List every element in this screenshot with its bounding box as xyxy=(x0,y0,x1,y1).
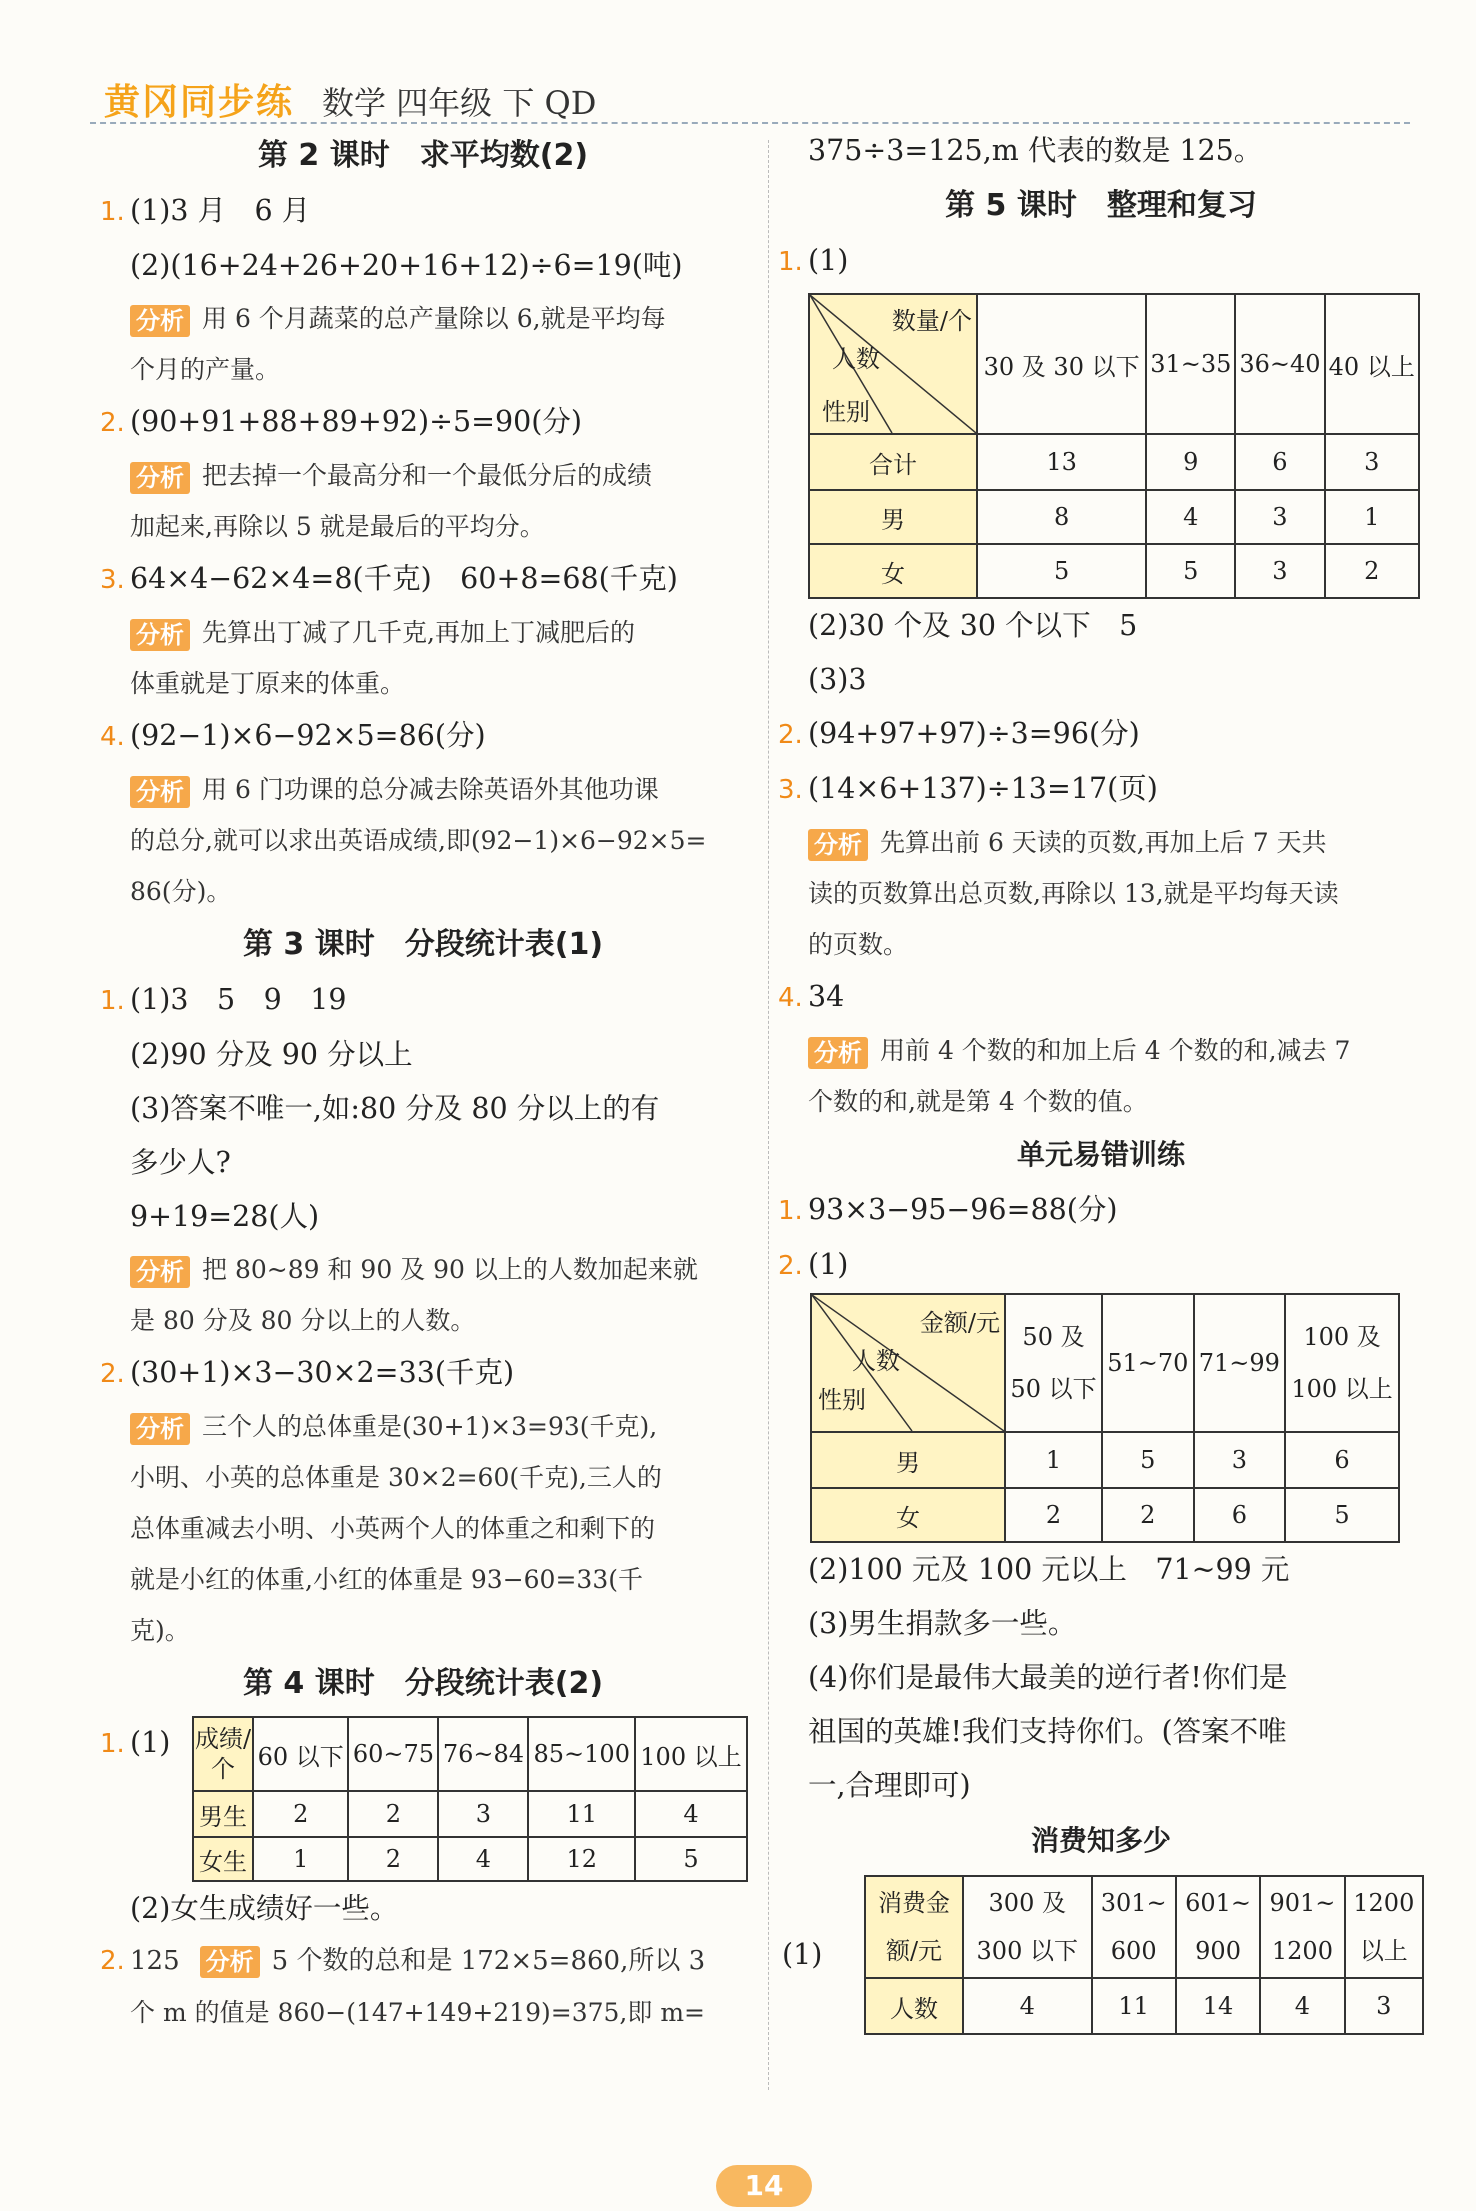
answer-line: 1. 93×3−95−96=88(分) xyxy=(778,1193,1118,1226)
answer-line: (2)30 个及 30 个以下 5 xyxy=(808,609,1138,642)
question-with-table xyxy=(776,1875,1426,2035)
table-cell: 5 xyxy=(1102,1432,1194,1488)
answer-line: (2)90 分及 90 分以上 xyxy=(130,1038,413,1071)
row-label: 人数 xyxy=(865,1978,963,2034)
table-header: 60 以下 xyxy=(253,1717,348,1791)
answer-line: 2. (1) xyxy=(778,1248,849,1281)
analysis-block: 分析 用前 4 个数的和加上后 4 个数的和,减去 7 xyxy=(776,1025,1426,1076)
analysis-line: 体重就是丁原来的体重。 xyxy=(130,669,406,698)
table-header: 30 及 30 以下 xyxy=(977,294,1146,434)
table-cell: 4 xyxy=(438,1837,528,1881)
answer-line: 多少人? xyxy=(130,1146,231,1179)
answer-line: 4. (92−1)×6−92×5=86(分) xyxy=(100,719,486,752)
answer-line: 3. (14×6+137)÷13=17(页) xyxy=(778,772,1158,805)
answer-line: 1. (1)3 月 6 月 xyxy=(100,194,311,227)
answer-line: 一,合理即可) xyxy=(808,1769,971,1802)
answer-line: (4)你们是最伟大最美的逆行者!你们是 xyxy=(808,1661,1288,1694)
table-cell: 2 xyxy=(1325,544,1420,598)
table-header: 300 及 300 以下 xyxy=(963,1876,1092,1978)
analysis-tag: 分析 xyxy=(130,305,190,337)
analysis-line: 就是小红的体重,小红的体重是 93−60=33(千 xyxy=(130,1565,643,1594)
analysis-line: 的总分,就可以求出英语成绩,即(92−1)×6−92×5= xyxy=(130,826,707,855)
answer-line: (1) xyxy=(782,1938,823,1971)
table-cell: 4 xyxy=(1146,490,1235,544)
table-cell: 5 xyxy=(1285,1488,1399,1542)
left-column xyxy=(98,128,748,2038)
table-header: 71~99 xyxy=(1194,1294,1286,1432)
analysis-line: 总体重减去小明、小英两个人的体重之和剩下的 xyxy=(130,1514,656,1543)
table-corner-diagonal xyxy=(809,294,977,434)
answer-line: (3)答案不唯一,如:80 分及 80 分以上的有 xyxy=(130,1092,660,1125)
analysis-line: 加起来,再除以 5 就是最后的平均分。 xyxy=(130,512,545,541)
page-header xyxy=(90,68,1410,124)
analysis-line: 个数的和,就是第 4 个数的值。 xyxy=(808,1087,1148,1116)
answer-line: 1. (1) xyxy=(100,1726,171,1759)
corner-label-top: 数量/个 xyxy=(891,307,972,335)
analysis-line: 的页数。 xyxy=(808,930,909,959)
table-header: 51~70 xyxy=(1102,1294,1194,1432)
table-header: 31~35 xyxy=(1146,294,1235,434)
table-cell: 6 xyxy=(1285,1432,1399,1488)
table-header: 301~ 600 xyxy=(1092,1876,1176,1978)
table-cell: 5 xyxy=(977,544,1146,598)
row-label: 男 xyxy=(809,490,977,544)
table-cell: 8 xyxy=(977,490,1146,544)
table-cell: 3 xyxy=(1235,544,1324,598)
row-label: 女 xyxy=(811,1488,1005,1542)
section-title-lesson-3: 第 3 课时 分段统计表(1) xyxy=(242,927,604,962)
corner-label-top: 金额/元 xyxy=(919,1309,1000,1337)
table-cell: 3 xyxy=(1194,1432,1286,1488)
section-title-lesson-2: 第 2 课时 求平均数(2) xyxy=(257,138,589,173)
table-cell: 3 xyxy=(1325,434,1420,490)
analysis-line: 86(分)。 xyxy=(130,877,232,906)
analysis-line: 克)。 xyxy=(130,1616,190,1645)
analysis-line: 读的页数算出总页数,再除以 13,就是平均每天读 xyxy=(808,879,1339,908)
row-label: 女生 xyxy=(193,1837,253,1881)
table-header: 36~40 xyxy=(1235,294,1324,434)
corner-label-bottom: 性别 xyxy=(818,1386,866,1414)
answer-line: 2. (90+91+88+89+92)÷5=90(分) xyxy=(100,405,582,438)
analysis-block: 分析 先算出前 6 天读的页数,再加上后 7 天共 xyxy=(776,817,1426,868)
answer-line: 3. 64×4−62×4=8(千克) 60+8=68(千克) xyxy=(100,562,678,595)
table-header: 901~ 1200 xyxy=(1260,1876,1344,1978)
brand-logo: 黄冈同步练 xyxy=(104,82,295,123)
table-cell: 13 xyxy=(977,434,1146,490)
answer-line: (2)(16+24+26+20+16+12)÷6=19(吨) xyxy=(130,249,683,282)
table-header: 100 及 100 以上 xyxy=(1285,1294,1399,1432)
analysis-tag: 分析 xyxy=(130,1256,190,1288)
analysis-block: 分析 三个人的总体重是(30+1)×3=93(千克), xyxy=(98,1401,748,1452)
answer-line: 1. (1)3 5 9 19 xyxy=(100,983,347,1016)
analysis-tag: 分析 xyxy=(130,619,190,651)
table-cell: 11 xyxy=(1092,1978,1176,2034)
answer-line: 375÷3=125,m 代表的数是 125。 xyxy=(808,134,1263,167)
table-cell: 5 xyxy=(1146,544,1235,598)
analysis-block: 2. 125 分析 5 个数的总和是 172×5=860,所以 3 xyxy=(100,1946,706,1976)
table-cell: 1 xyxy=(253,1837,348,1881)
row-label: 合计 xyxy=(809,434,977,490)
answer-line: 4. 34 xyxy=(778,980,845,1013)
question-with-table xyxy=(98,1716,748,1882)
table-header: 60~75 xyxy=(348,1717,438,1791)
table-cell: 2 xyxy=(348,1791,438,1837)
analysis-tag: 分析 xyxy=(130,776,190,808)
analysis-tag: 分析 xyxy=(808,1037,868,1069)
table-cell: 9 xyxy=(1146,434,1235,490)
row-label: 男 xyxy=(811,1432,1005,1488)
analysis-tag: 分析 xyxy=(808,829,868,861)
answer-line: (3)3 xyxy=(808,663,867,696)
table-cell: 11 xyxy=(528,1791,635,1837)
section-title-lesson-5: 第 5 课时 整理和复习 xyxy=(945,188,1257,223)
answer-line: 2. (30+1)×3−30×2=33(千克) xyxy=(100,1356,515,1389)
analysis-tag: 分析 xyxy=(130,462,190,494)
analysis-block: 分析 把 80~89 和 90 及 90 以上的人数加起来就 xyxy=(98,1244,748,1295)
answer-line: (3)男生捐款多一些。 xyxy=(808,1607,1077,1640)
table-cell: 6 xyxy=(1194,1488,1286,1542)
column-divider xyxy=(768,140,769,2090)
table-cell: 4 xyxy=(963,1978,1092,2034)
corner-label-bottom: 性别 xyxy=(822,398,870,426)
answer-line: 1. (1) xyxy=(778,244,849,277)
analysis-line: 小明、小英的总体重是 30×2=60(千克),三人的 xyxy=(130,1463,662,1492)
table-header: 1200 以上 xyxy=(1345,1876,1423,1978)
section-title-lesson-4: 第 4 课时 分段统计表(2) xyxy=(242,1666,604,1701)
table-cell: 2 xyxy=(1102,1488,1194,1542)
answer-line: 祖国的英雄!我们支持你们。(答案不唯 xyxy=(808,1715,1287,1748)
answer-line: 2. (94+97+97)÷3=96(分) xyxy=(778,717,1140,750)
table-cell: 2 xyxy=(348,1837,438,1881)
analysis-block: 分析 把去掉一个最高分和一个最低分后的成绩 xyxy=(98,450,748,501)
analysis-block: 分析 用 6 门功课的总分减去除英语外其他功课 xyxy=(98,764,748,815)
section-title-consumption: 消费知多少 xyxy=(1030,1824,1171,1857)
section-title-unit-errors: 单元易错训练 xyxy=(1016,1138,1185,1171)
table-cell: 12 xyxy=(528,1837,635,1881)
corner-label-mid: 人数 xyxy=(832,345,880,373)
analysis-line: 个 m 的值是 860−(147+149+219)=375,即 m= xyxy=(130,1998,705,2027)
table-cell: 3 xyxy=(438,1791,528,1837)
table-cell: 14 xyxy=(1176,1978,1260,2034)
row-label: 女 xyxy=(809,544,977,598)
table-cell: 1 xyxy=(1005,1432,1102,1488)
table-corner-diagonal xyxy=(811,1294,1005,1432)
subject-title: 数学 四年级 下 QD xyxy=(322,84,597,122)
page-number: 14 xyxy=(716,2165,812,2207)
row-label: 男生 xyxy=(193,1791,253,1837)
answer-line: (2)女生成绩好一些。 xyxy=(130,1892,399,1925)
analysis-tag: 分析 xyxy=(130,1413,190,1445)
table-header: 85~100 xyxy=(528,1717,635,1791)
table-cell: 1 xyxy=(1325,490,1420,544)
table-header: 100 以上 xyxy=(635,1717,747,1791)
table-header: 50 及 50 以下 xyxy=(1005,1294,1102,1432)
analysis-tag: 分析 xyxy=(200,1946,260,1978)
stat-table-lesson-5 xyxy=(808,293,1420,599)
analysis-block: 分析 用 6 个月蔬菜的总产量除以 6,就是平均每 xyxy=(98,293,748,344)
answer-line: (2)100 元及 100 元以上 71~99 元 xyxy=(808,1553,1290,1586)
table-cell: 3 xyxy=(1345,1978,1423,2034)
table-header-label: 消费金 额/元 xyxy=(865,1876,963,1978)
table-header: 601~ 900 xyxy=(1176,1876,1260,1978)
right-column xyxy=(776,124,1426,2035)
stat-table-consumption xyxy=(864,1875,1424,2035)
table-cell: 6 xyxy=(1235,434,1324,490)
answer-line: 9+19=28(人) xyxy=(130,1200,320,1233)
table-corner: 成绩/个 xyxy=(193,1717,253,1791)
table-cell: 3 xyxy=(1235,490,1324,544)
table-cell: 2 xyxy=(253,1791,348,1837)
table-cell: 4 xyxy=(635,1791,747,1837)
table-header: 40 以上 xyxy=(1325,294,1420,434)
table-cell: 5 xyxy=(635,1837,747,1881)
analysis-block: 分析 先算出丁减了几千克,再加上丁减肥后的 xyxy=(98,607,748,658)
stat-table-donation xyxy=(810,1293,1400,1543)
table-header: 76~84 xyxy=(438,1717,528,1791)
stat-table-lesson-4 xyxy=(192,1716,748,1882)
corner-label-mid: 人数 xyxy=(852,1347,900,1375)
analysis-line: 个月的产量。 xyxy=(130,355,281,384)
analysis-line: 是 80 分及 80 分以上的人数。 xyxy=(130,1306,476,1335)
table-cell: 2 xyxy=(1005,1488,1102,1542)
table-cell: 4 xyxy=(1260,1978,1344,2034)
